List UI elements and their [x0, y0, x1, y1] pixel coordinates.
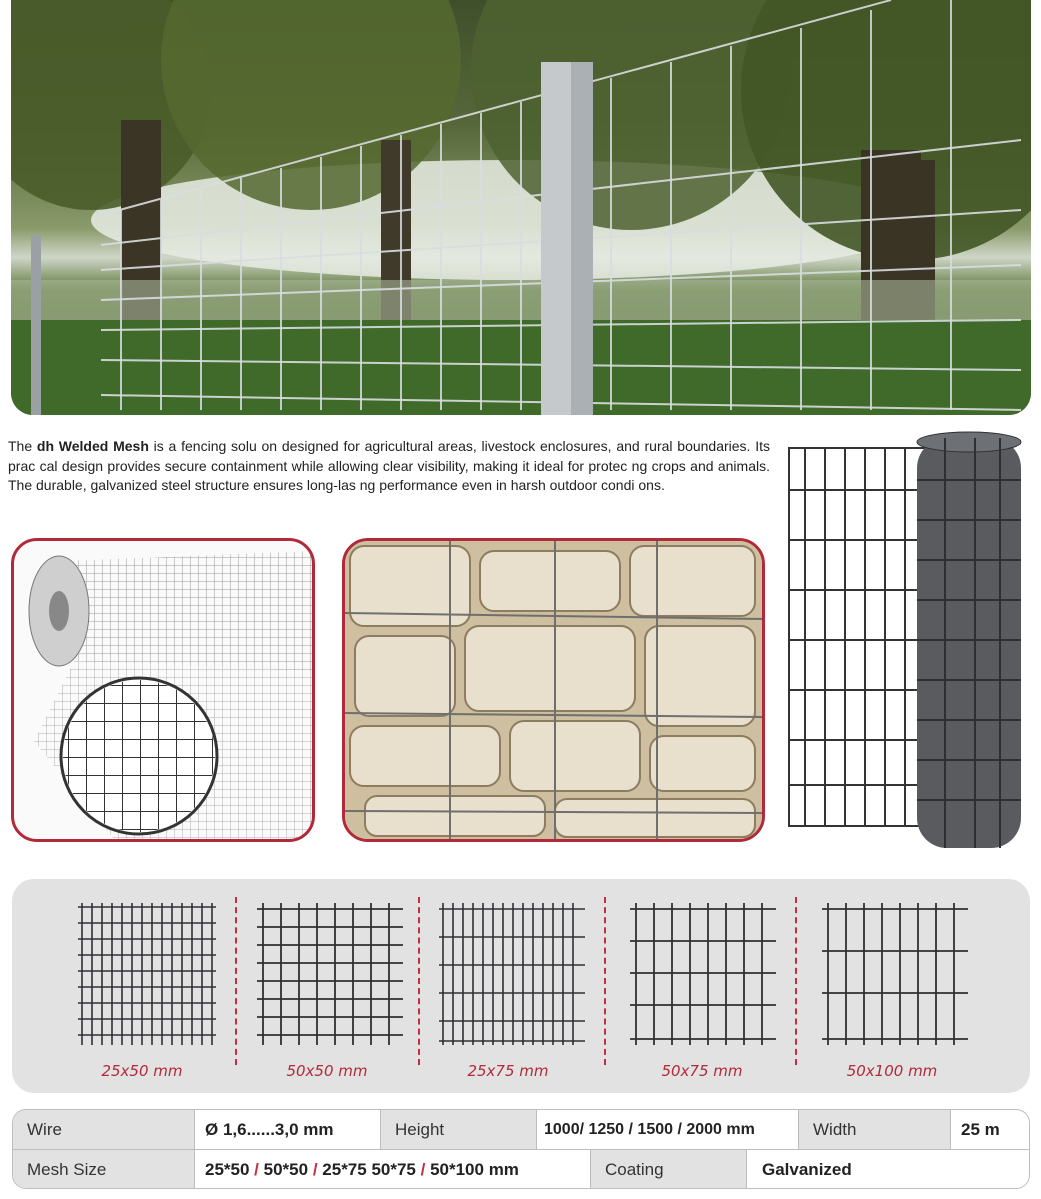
mesh-roll-product-illustration	[785, 430, 1025, 850]
mesh-size-part: 25*75 50*75	[322, 1160, 416, 1179]
mesh-roll-product	[785, 430, 1025, 850]
height-label: Height	[381, 1110, 537, 1149]
width-value: 25 m	[961, 1119, 1000, 1139]
mesh-size-part: 25*50	[205, 1160, 250, 1179]
mesh-size-value	[195, 1150, 591, 1189]
stone-wall-image	[342, 538, 765, 842]
intro-paragraph	[8, 437, 770, 496]
intro-body: is a fencing solu on designed for agricultural areas, livestock enclosures, and rural boundaries. Its prac cal design provides secure containment while allowing clear visibility, making it ideal for protec ng crops and animals. The durable, galvanized steel structure ensures long-las ng performance even in harsh outdoor condi ons.	[8, 438, 771, 493]
spec-row	[13, 1110, 1029, 1150]
mesh-sample-label: 25x50 mm	[101, 1062, 183, 1080]
divider	[235, 897, 237, 1065]
width-label: Width	[799, 1110, 951, 1149]
mesh-samples-panel	[12, 879, 1030, 1093]
fence-illustration	[11, 0, 1031, 415]
spec-row	[13, 1150, 1029, 1189]
mesh-size-label: Mesh Size	[13, 1150, 195, 1189]
spec-table	[12, 1109, 1030, 1189]
mesh-sample-25x75-icon	[437, 901, 587, 1051]
wire-value: Ø 1,6......3,0 mm	[195, 1110, 381, 1149]
mesh-sample-50x100-icon	[820, 901, 970, 1051]
stone-wall-illustration	[345, 541, 762, 839]
hero-photo	[11, 0, 1031, 415]
mesh-sample-25x50-icon	[72, 901, 222, 1051]
intro-prefix: The	[8, 438, 37, 454]
mesh-size-separator: /	[312, 1160, 318, 1179]
coating-label: Coating	[591, 1150, 747, 1189]
mesh-roll-image	[11, 538, 315, 842]
coating-value: Galvanized	[762, 1160, 852, 1179]
divider	[604, 897, 606, 1065]
divider	[795, 897, 797, 1065]
mesh-sample-label: 50x75 mm	[661, 1062, 743, 1080]
mesh-sample-label: 50x100 mm	[846, 1062, 938, 1080]
product-name: dh Welded Mesh	[36, 438, 149, 454]
mesh-size-part: 50*100 mm	[430, 1160, 519, 1179]
mesh-size-separator: /	[420, 1160, 426, 1179]
mesh-sample-50x50-icon	[255, 901, 405, 1051]
wire-label: Wire	[13, 1110, 195, 1149]
mesh-sample-label: 25x75 mm	[467, 1062, 549, 1080]
height-value: 1000/ 1250 / 1500 / 2000 mm	[537, 1110, 799, 1149]
mesh-roll-illustration	[14, 541, 312, 839]
mesh-size-separator: /	[254, 1160, 259, 1179]
mesh-sample-label: 50x50 mm	[286, 1062, 368, 1080]
mesh-size-part: 50*50	[263, 1160, 309, 1179]
divider	[418, 897, 420, 1065]
mesh-sample-50x75-icon	[628, 901, 778, 1051]
